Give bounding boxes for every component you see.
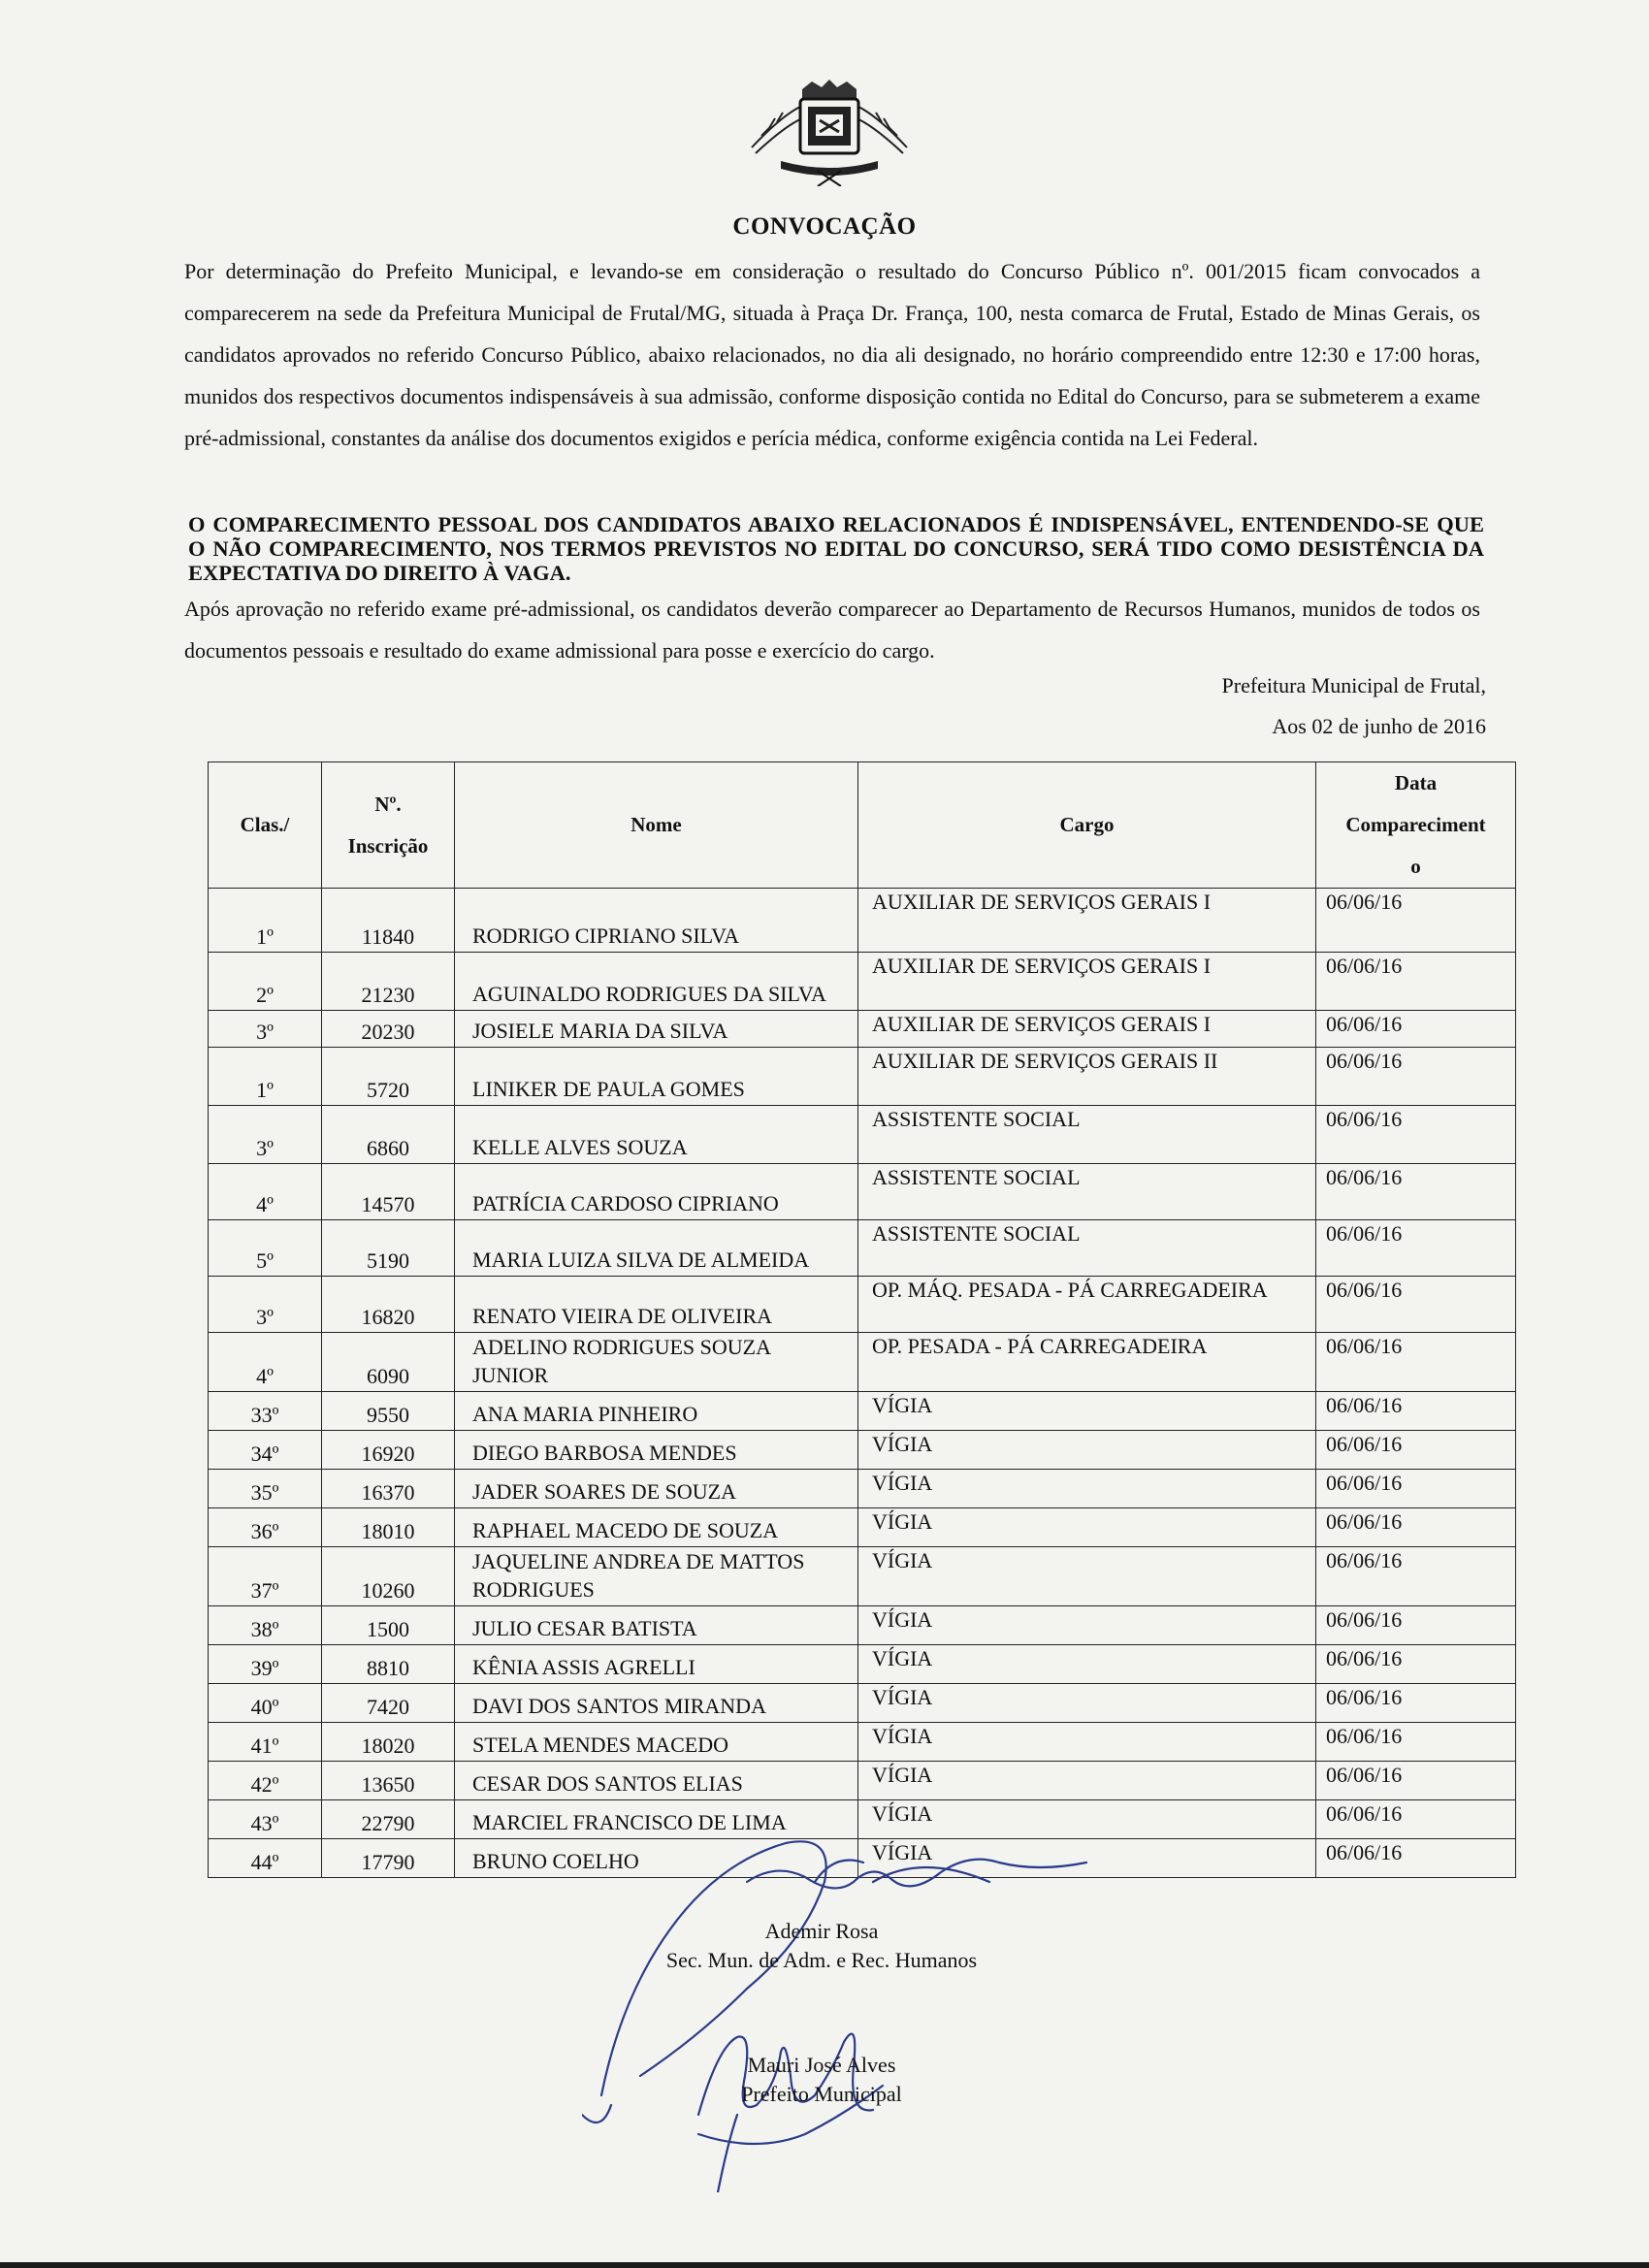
cell-cargo: VÍGIA bbox=[858, 1470, 1316, 1508]
cell-cargo: VÍGIA bbox=[858, 1606, 1316, 1645]
cell-cargo: ASSISTENTE SOCIAL bbox=[858, 1106, 1316, 1164]
cell-inscricao: 21230 bbox=[322, 953, 455, 1011]
cell-data: 06/06/16 bbox=[1316, 1723, 1516, 1762]
cell-cargo: VÍGIA bbox=[858, 1723, 1316, 1762]
cell-clas: 38º bbox=[209, 1606, 322, 1645]
cell-data: 06/06/16 bbox=[1316, 1277, 1516, 1333]
signatory-1 bbox=[0, 1917, 1646, 1975]
header-nome: Nome bbox=[455, 762, 858, 889]
cell-nome: JOSIELE MARIA DA SILVA bbox=[455, 1011, 858, 1048]
cell-clas: 3º bbox=[209, 1011, 322, 1048]
cell-nome: JADER SOARES DE SOUZA bbox=[455, 1470, 858, 1508]
cell-data: 06/06/16 bbox=[1316, 1470, 1516, 1508]
instructions-paragraph: Após aprovação no referido exame pré-admissional, os candidatos deverão comparecer ao Departamento de Recursos Humanos, munidos de todos os documentos pessoais e resultado do exame admissional para posse e exercício do cargo. bbox=[184, 597, 1480, 663]
header-cargo: Cargo bbox=[858, 762, 1316, 889]
cell-inscricao: 10260 bbox=[322, 1547, 455, 1606]
cell-nome: MARIA LUIZA SILVA DE ALMEIDA bbox=[455, 1220, 858, 1277]
cell-nome: BRUNO COELHO bbox=[455, 1839, 858, 1878]
cell-clas: 44º bbox=[209, 1839, 322, 1878]
table-row bbox=[209, 1164, 1516, 1220]
cell-inscricao: 5190 bbox=[322, 1220, 455, 1277]
cell-cargo: OP. PESADA - PÁ CARREGADEIRA bbox=[858, 1333, 1316, 1392]
cell-clas: 4º bbox=[209, 1164, 322, 1220]
cell-inscricao: 18020 bbox=[322, 1723, 455, 1762]
cell-cargo: VÍGIA bbox=[858, 1800, 1316, 1839]
cell-data: 06/06/16 bbox=[1316, 1106, 1516, 1164]
header-clas: Clas./ bbox=[209, 762, 322, 889]
signatory-1-name: Ademir Rosa bbox=[764, 1919, 879, 1943]
cell-data: 06/06/16 bbox=[1316, 889, 1516, 953]
cell-clas: 40º bbox=[209, 1684, 322, 1723]
cell-cargo: VÍGIA bbox=[858, 1645, 1316, 1684]
cell-nome: PATRÍCIA CARDOSO CIPRIANO bbox=[455, 1164, 858, 1220]
table-row bbox=[209, 1645, 1516, 1684]
cell-clas: 37º bbox=[209, 1547, 322, 1606]
cell-cargo: AUXILIAR DE SERVIÇOS GERAIS I bbox=[858, 889, 1316, 953]
cell-nome: ANA MARIA PINHEIRO bbox=[455, 1392, 858, 1431]
table-row bbox=[209, 1011, 1516, 1048]
cell-nome: STELA MENDES MACEDO bbox=[455, 1723, 858, 1762]
table-row bbox=[209, 1277, 1516, 1333]
document-title: CONVOCAÇÃO bbox=[732, 213, 917, 240]
table-row bbox=[209, 1470, 1516, 1508]
signatory-2-name: Mauri José Alves bbox=[747, 2053, 896, 2077]
cell-clas: 42º bbox=[209, 1762, 322, 1800]
table-row bbox=[209, 1392, 1516, 1431]
cell-cargo: AUXILIAR DE SERVIÇOS GERAIS I bbox=[858, 953, 1316, 1011]
cell-data: 06/06/16 bbox=[1316, 1762, 1516, 1800]
cell-nome: JAQUELINE ANDREA DE MATTOS RODRIGUES bbox=[455, 1547, 858, 1606]
cell-data: 06/06/16 bbox=[1316, 1431, 1516, 1470]
cell-data: 06/06/16 bbox=[1316, 1606, 1516, 1645]
cell-inscricao: 9550 bbox=[322, 1392, 455, 1431]
table-header-row bbox=[209, 762, 1516, 889]
cell-inscricao: 11840 bbox=[322, 889, 455, 953]
cell-clas: 5º bbox=[209, 1220, 322, 1277]
cell-clas: 1º bbox=[209, 889, 322, 953]
cell-clas: 3º bbox=[209, 1277, 322, 1333]
scan-edge bbox=[0, 2262, 1649, 2268]
cell-cargo: VÍGIA bbox=[858, 1762, 1316, 1800]
table-row bbox=[209, 1723, 1516, 1762]
cell-cargo: VÍGIA bbox=[858, 1508, 1316, 1547]
cell-inscricao: 7420 bbox=[322, 1684, 455, 1723]
table-row bbox=[209, 1048, 1516, 1106]
cell-clas: 41º bbox=[209, 1723, 322, 1762]
cell-nome: RAPHAEL MACEDO DE SOUZA bbox=[455, 1508, 858, 1547]
cell-cargo: VÍGIA bbox=[858, 1839, 1316, 1878]
table-row bbox=[209, 1431, 1516, 1470]
header-data: Data Compareciment o bbox=[1316, 762, 1516, 889]
signatory-2 bbox=[0, 2051, 1646, 2109]
cell-clas: 43º bbox=[209, 1800, 322, 1839]
table-row bbox=[209, 1762, 1516, 1800]
coat-of-arms-icon bbox=[742, 78, 917, 186]
cell-nome: AGUINALDO RODRIGUES DA SILVA bbox=[455, 953, 858, 1011]
cell-data: 06/06/16 bbox=[1316, 1164, 1516, 1220]
date-line: Aos 02 de junho de 2016 bbox=[1272, 714, 1486, 738]
table-row bbox=[209, 1684, 1516, 1723]
cell-clas: 33º bbox=[209, 1392, 322, 1431]
cell-data: 06/06/16 bbox=[1316, 1011, 1516, 1048]
table-row bbox=[209, 1547, 1516, 1606]
cell-inscricao: 20230 bbox=[322, 1011, 455, 1048]
issuer-line: Prefeitura Municipal de Frutal, bbox=[1221, 673, 1486, 697]
table-row bbox=[209, 1106, 1516, 1164]
cell-clas: 39º bbox=[209, 1645, 322, 1684]
table-row bbox=[209, 1508, 1516, 1547]
signatory-1-role: Sec. Mun. de Adm. e Rec. Humanos bbox=[665, 1948, 978, 1972]
cell-inscricao: 6090 bbox=[322, 1333, 455, 1392]
cell-inscricao: 17790 bbox=[322, 1839, 455, 1878]
table-row bbox=[209, 1606, 1516, 1645]
cell-inscricao: 18010 bbox=[322, 1508, 455, 1547]
cell-clas: 2º bbox=[209, 953, 322, 1011]
warning-paragraph: O COMPARECIMENTO PESSOAL DOS CANDIDATOS ABAIXO RELACIONADOS É INDISPENSÁVEL, ENTENDENDO-SE QUE O NÃO COMPARECIMENTO, NOS TERMOS PREVISTOS NO EDITAL DO CONCURSO, SERÁ TIDO COMO DESISTÊNCIA DA EXPECTATIVA DO DIREITO À VAGA. bbox=[188, 512, 1484, 585]
cell-inscricao: 16370 bbox=[322, 1470, 455, 1508]
cell-cargo: VÍGIA bbox=[858, 1684, 1316, 1723]
cell-data: 06/06/16 bbox=[1316, 1508, 1516, 1547]
cell-inscricao: 13650 bbox=[322, 1762, 455, 1800]
cell-cargo: AUXILIAR DE SERVIÇOS GERAIS I bbox=[858, 1011, 1316, 1048]
intro-paragraph: Por determinação do Prefeito Municipal, e levando-se em consideração o resultado do Concurso Público nº. 001/2015 ficam convocados a comparecerem na sede da Prefeitura Municipal de Frutal/MG, situada à Praça Dr. França, 100, nesta comarca de Frutal, Estado de Minas Gerais, os candidatos aprovados no referido Concurso Público, abaixo relacionados, no dia ali designado, no horário compreendido entre 12:30 e 17:00 horas, munidos dos respectivos documentos indispensáveis à sua admissão, conforme disposição contida no Edital do Concurso, para se submeterem a exame pré-admissional, constantes da análise dos documentos exigidos e perícia médica, conforme exigência contida na Lei Federal. bbox=[184, 259, 1480, 450]
cell-clas: 34º bbox=[209, 1431, 322, 1470]
cell-cargo: AUXILIAR DE SERVIÇOS GERAIS II bbox=[858, 1048, 1316, 1106]
cell-inscricao: 6860 bbox=[322, 1106, 455, 1164]
table-row bbox=[209, 889, 1516, 953]
cell-inscricao: 1500 bbox=[322, 1606, 455, 1645]
cell-inscricao: 22790 bbox=[322, 1800, 455, 1839]
cell-clas: 4º bbox=[209, 1333, 322, 1392]
cell-nome: DAVI DOS SANTOS MIRANDA bbox=[455, 1684, 858, 1723]
table-row bbox=[209, 953, 1516, 1011]
cell-cargo: ASSISTENTE SOCIAL bbox=[858, 1164, 1316, 1220]
cell-inscricao: 8810 bbox=[322, 1645, 455, 1684]
cell-inscricao: 16820 bbox=[322, 1277, 455, 1333]
signatory-2-role: Prefeito Municipal bbox=[741, 2082, 902, 2106]
header-inscricao: Nº. Inscrição bbox=[322, 762, 455, 889]
cell-data: 06/06/16 bbox=[1316, 1048, 1516, 1106]
cell-inscricao: 5720 bbox=[322, 1048, 455, 1106]
cell-data: 06/06/16 bbox=[1316, 1645, 1516, 1684]
cell-nome: MARCIEL FRANCISCO DE LIMA bbox=[455, 1800, 858, 1839]
cell-clas: 3º bbox=[209, 1106, 322, 1164]
cell-inscricao: 16920 bbox=[322, 1431, 455, 1470]
cell-nome: DIEGO BARBOSA MENDES bbox=[455, 1431, 858, 1470]
cell-data: 06/06/16 bbox=[1316, 1392, 1516, 1431]
cell-inscricao: 14570 bbox=[322, 1164, 455, 1220]
cell-data: 06/06/16 bbox=[1316, 1800, 1516, 1839]
cell-nome: JULIO CESAR BATISTA bbox=[455, 1606, 858, 1645]
cell-data: 06/06/16 bbox=[1316, 1220, 1516, 1277]
cell-nome: ADELINO RODRIGUES SOUZA JUNIOR bbox=[455, 1333, 858, 1392]
cell-cargo: VÍGIA bbox=[858, 1547, 1316, 1606]
cell-clas: 35º bbox=[209, 1470, 322, 1508]
cell-data: 06/06/16 bbox=[1316, 1333, 1516, 1392]
cell-nome: LINIKER DE PAULA GOMES bbox=[455, 1048, 858, 1106]
cell-nome: CESAR DOS SANTOS ELIAS bbox=[455, 1762, 858, 1800]
candidates-table bbox=[208, 761, 1516, 1878]
cell-data: 06/06/16 bbox=[1316, 1684, 1516, 1723]
cell-cargo: VÍGIA bbox=[858, 1392, 1316, 1431]
cell-nome: RENATO VIEIRA DE OLIVEIRA bbox=[455, 1277, 858, 1333]
cell-cargo: ASSISTENTE SOCIAL bbox=[858, 1220, 1316, 1277]
cell-nome: KELLE ALVES SOUZA bbox=[455, 1106, 858, 1164]
cell-cargo: VÍGIA bbox=[858, 1431, 1316, 1470]
handwritten-signatures bbox=[582, 1824, 1145, 2192]
cell-nome: RODRIGO CIPRIANO SILVA bbox=[455, 889, 858, 953]
cell-data: 06/06/16 bbox=[1316, 953, 1516, 1011]
cell-clas: 1º bbox=[209, 1048, 322, 1106]
table-row bbox=[209, 1220, 1516, 1277]
cell-data: 06/06/16 bbox=[1316, 1839, 1516, 1878]
cell-clas: 36º bbox=[209, 1508, 322, 1547]
cell-cargo: OP. MÁQ. PESADA - PÁ CARREGADEIRA bbox=[858, 1277, 1316, 1333]
table-row bbox=[209, 1333, 1516, 1392]
cell-nome: KÊNIA ASSIS AGRELLI bbox=[455, 1645, 858, 1684]
cell-data: 06/06/16 bbox=[1316, 1547, 1516, 1606]
